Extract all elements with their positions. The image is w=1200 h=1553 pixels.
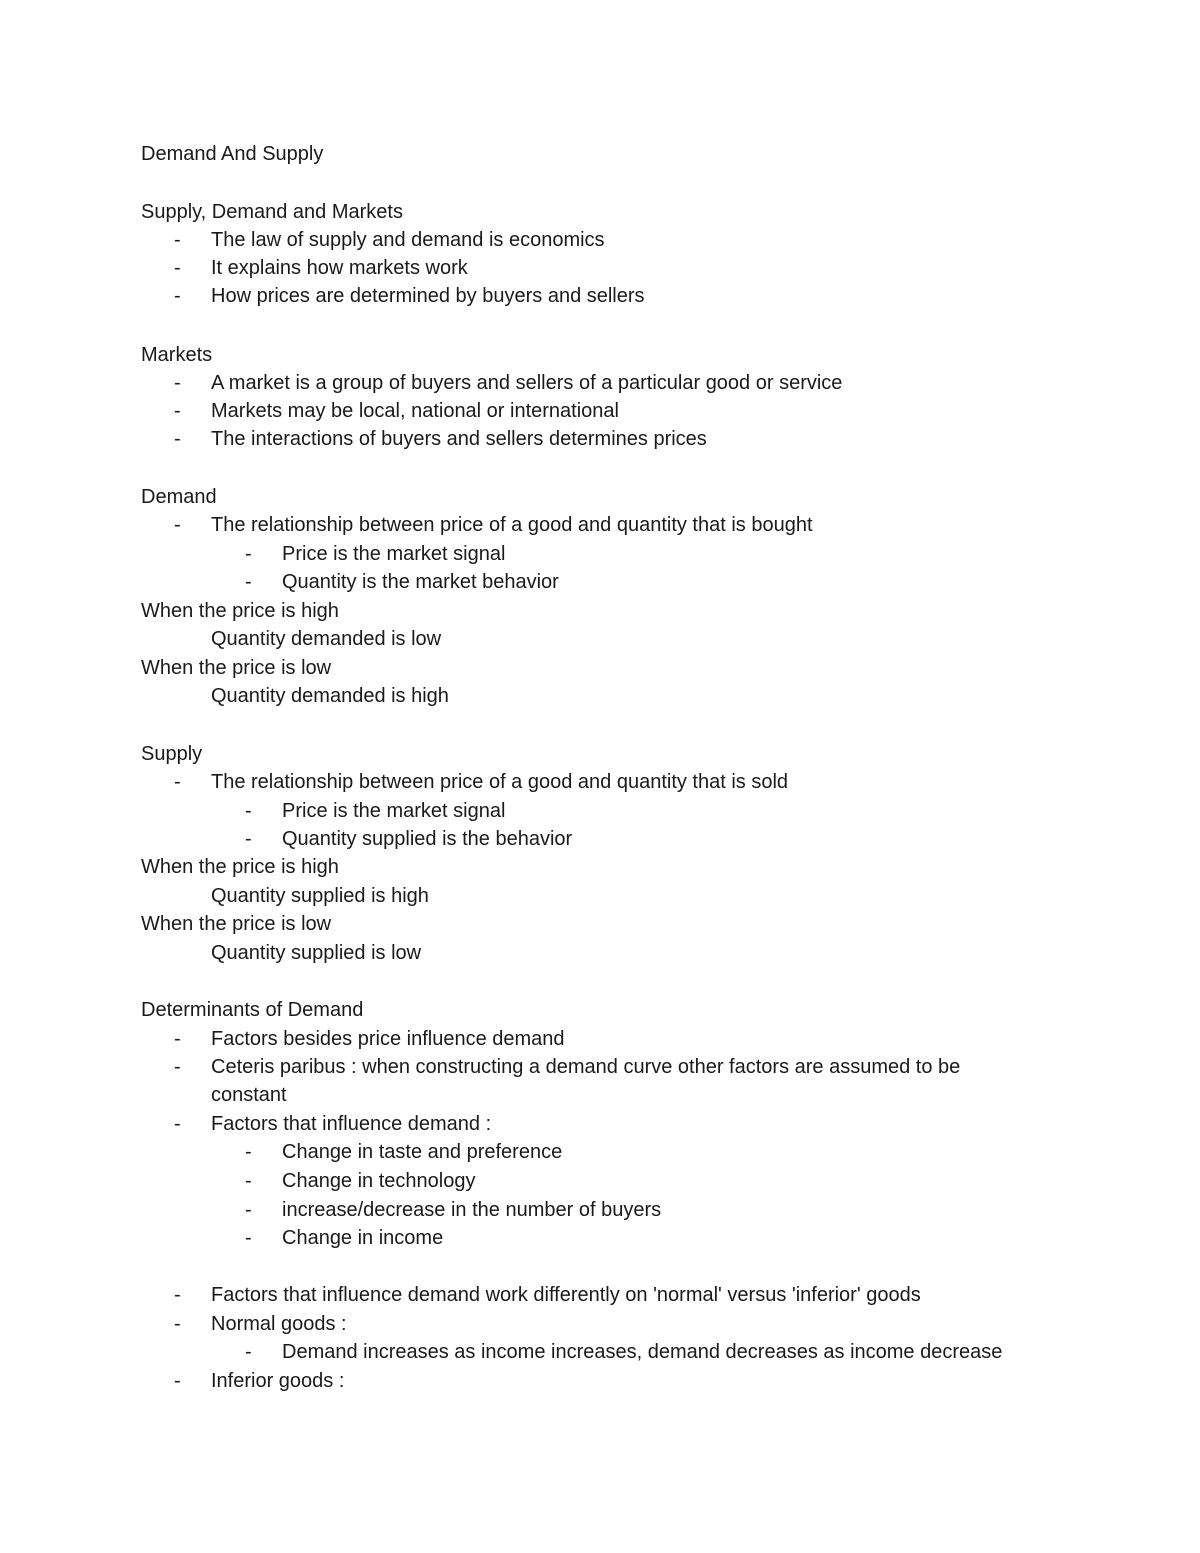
bullet-dash: - xyxy=(245,1170,252,1192)
list-item: A market is a group of buyers and sellers of a particular good or service xyxy=(211,372,843,394)
list-item: Markets may be local, national or international xyxy=(211,400,619,422)
section-heading-supply-demand-markets: Supply, Demand and Markets xyxy=(141,201,403,223)
section-heading-determinants: Determinants of Demand xyxy=(141,999,364,1021)
sub-list-item: Price is the market signal xyxy=(282,543,506,565)
paragraph: When the price is low xyxy=(141,913,332,935)
bullet-dash: - xyxy=(174,1028,181,1050)
sub-list-item: Demand increases as income increases, demand decreases as income decrease xyxy=(282,1341,1003,1363)
list-item: The relationship between price of a good and quantity that is sold xyxy=(211,771,789,793)
bullet-dash: - xyxy=(245,828,252,850)
list-item-continuation: constant xyxy=(211,1084,287,1106)
bullet-dash: - xyxy=(174,229,181,251)
bullet-dash: - xyxy=(245,571,252,593)
list-item: Inferior goods : xyxy=(211,1370,345,1392)
list-item: It explains how markets work xyxy=(211,257,468,279)
list-item: How prices are determined by buyers and sellers xyxy=(211,285,645,307)
bullet-dash: - xyxy=(245,800,252,822)
bullet-dash: - xyxy=(245,543,252,565)
sub-list-item: Change in technology xyxy=(282,1170,476,1192)
indented-paragraph: Quantity supplied is low xyxy=(211,942,422,964)
sub-list-item: Change in income xyxy=(282,1227,444,1249)
paragraph: When the price is high xyxy=(141,600,339,622)
sub-list-item: Quantity supplied is the behavior xyxy=(282,828,573,850)
bullet-dash: - xyxy=(245,1199,252,1221)
list-item: Normal goods : xyxy=(211,1313,347,1335)
sub-list-item: Change in taste and preference xyxy=(282,1141,563,1163)
indented-paragraph: Quantity supplied is high xyxy=(211,885,429,907)
paragraph: When the price is high xyxy=(141,856,339,878)
bullet-dash: - xyxy=(174,771,181,793)
list-item: The relationship between price of a good and quantity that is bought xyxy=(211,514,813,536)
bullet-dash: - xyxy=(174,257,181,279)
bullet-dash: - xyxy=(174,1284,181,1306)
bullet-dash: - xyxy=(245,1341,252,1363)
list-item: The interactions of buyers and sellers determines prices xyxy=(211,428,707,450)
bullet-dash: - xyxy=(174,514,181,536)
bullet-dash: - xyxy=(174,1056,181,1078)
bullet-dash: - xyxy=(174,285,181,307)
bullet-dash: - xyxy=(174,1113,181,1135)
bullet-dash: - xyxy=(174,428,181,450)
bullet-dash: - xyxy=(174,400,181,422)
sub-list-item: increase/decrease in the number of buyers xyxy=(282,1199,662,1221)
indented-paragraph: Quantity demanded is high xyxy=(211,685,449,707)
list-item: The law of supply and demand is economics xyxy=(211,229,605,251)
paragraph: When the price is low xyxy=(141,657,332,679)
section-heading-demand: Demand xyxy=(141,486,217,508)
list-item: Factors that influence demand : xyxy=(211,1113,492,1135)
section-heading-markets: Markets xyxy=(141,344,213,366)
section-heading-supply: Supply xyxy=(141,743,203,765)
list-item: Factors that influence demand work differently on 'normal' versus 'inferior' goods xyxy=(211,1284,921,1306)
bullet-dash: - xyxy=(174,1313,181,1335)
bullet-dash: - xyxy=(245,1141,252,1163)
sub-list-item: Price is the market signal xyxy=(282,800,506,822)
bullet-dash: - xyxy=(174,1370,181,1392)
sub-list-item: Quantity is the market behavior xyxy=(282,571,559,593)
list-item: Ceteris paribus : when constructing a demand curve other factors are assumed to be xyxy=(211,1056,961,1078)
bullet-dash: - xyxy=(245,1227,252,1249)
indented-paragraph: Quantity demanded is low xyxy=(211,628,442,650)
document-title: Demand And Supply xyxy=(141,143,324,165)
bullet-dash: - xyxy=(174,372,181,394)
list-item: Factors besides price influence demand xyxy=(211,1028,565,1050)
